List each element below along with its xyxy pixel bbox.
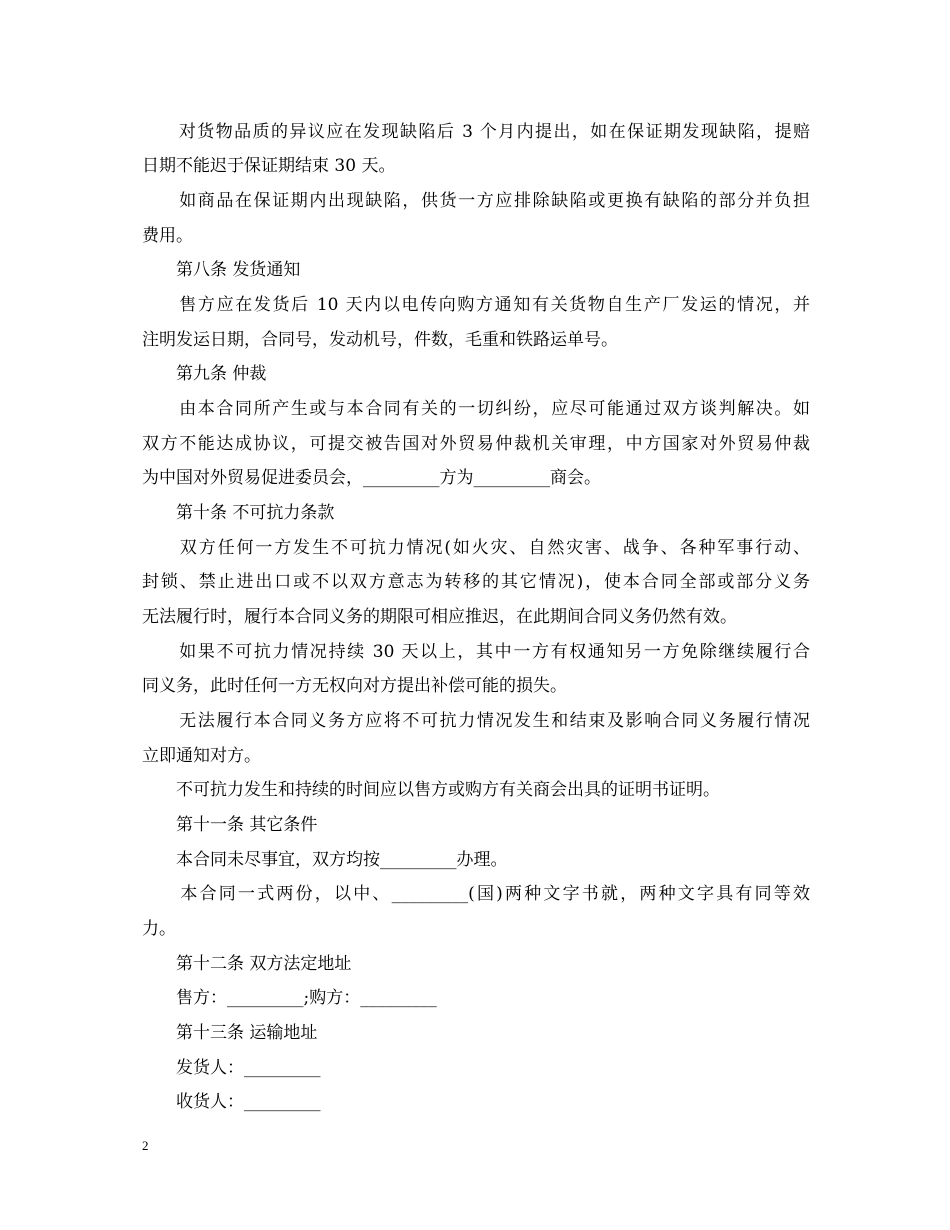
text-line: 对货物品质的异议应在发现缺陷后 3 个月内提出，如在保证期发现缺陷，提赔 bbox=[142, 122, 810, 142]
text-line: 立即通知对方。 bbox=[142, 746, 261, 766]
text-line: 本合同一式两份，以中、_________(国)两种文字书就，两种文字具有同等效 bbox=[142, 884, 810, 904]
text-line: 售方应在发货后 10 天内以电传向购方通知有关货物自生产厂发运的情况，并 bbox=[142, 295, 810, 315]
text-line: 为中国对外贸易促进委员会，_________方为_________商会。 bbox=[142, 468, 601, 488]
text-line: 收货人：_________ bbox=[142, 1092, 321, 1112]
article-heading: 第九条 仲裁 bbox=[142, 364, 267, 384]
article-heading: 第八条 发货通知 bbox=[142, 260, 301, 280]
text-line: 日期不能迟于保证期结束 30 天。 bbox=[142, 156, 396, 176]
text-line: 双方任何一方发生不可抗力情况(如火灾、自然灾害、战争、各种军事行动、 bbox=[142, 538, 810, 558]
text-line: 不可抗力发生和持续的时间应以售方或购方有关商会出具的证明书证明。 bbox=[142, 780, 720, 800]
text-line: 费用。 bbox=[142, 226, 193, 246]
article-heading: 第十一条 其它条件 bbox=[142, 815, 318, 835]
text-line: 售方：_________;购方：_________ bbox=[142, 988, 437, 1008]
text-line: 如果不可抗力情况持续 30 天以上，其中一方有权通知另一方免除继续履行合 bbox=[142, 642, 810, 662]
page-number: 2 bbox=[142, 1138, 149, 1153]
text-line: 同义务，此时任何一方无权向对方提出补偿可能的损失。 bbox=[142, 676, 567, 696]
text-line: 如商品在保证期内出现缺陷，供货一方应排除缺陷或更换有缺陷的部分并负担 bbox=[142, 191, 810, 211]
text-line: 由本合同所产生或与本合同有关的一切纠纷，应尽可能通过双方谈判解决。如 bbox=[142, 399, 810, 419]
text-line: 无法履行本合同义务方应将不可抗力情况发生和结束及影响合同义务履行情况 bbox=[142, 711, 810, 731]
text-line: 注明发运日期，合同号，发动机号，件数，毛重和铁路运单号。 bbox=[142, 330, 618, 350]
article-heading: 第十三条 运输地址 bbox=[142, 1023, 318, 1043]
article-heading: 第十条 不可抗力条款 bbox=[142, 503, 335, 523]
text-line: 无法履行时，履行本合同义务的期限可相应推迟，在此期间合同义务仍然有效。 bbox=[142, 607, 737, 627]
article-heading: 第十二条 双方法定地址 bbox=[142, 954, 352, 974]
text-line: 本合同未尽事宜，双方均按_________办理。 bbox=[142, 850, 508, 870]
text-line: 发货人：_________ bbox=[142, 1058, 321, 1078]
text-line: 双方不能达成协议，可提交被告国对外贸易仲裁机关审理，中方国家对外贸易仲裁 bbox=[142, 434, 810, 454]
text-line: 封锁、禁止进出口或不以双方意志为转移的其它情况)，使本合同全部或部分义务 bbox=[142, 572, 810, 592]
text-line: 力。 bbox=[142, 919, 176, 939]
